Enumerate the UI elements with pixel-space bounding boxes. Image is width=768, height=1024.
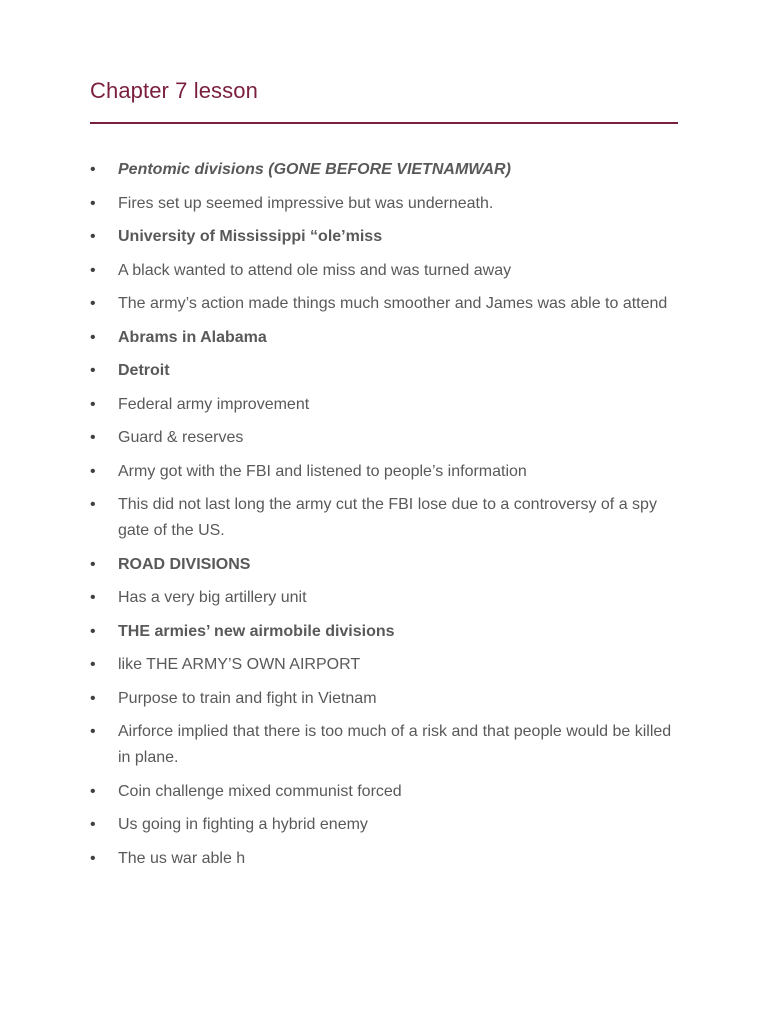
list-item [90,291,678,317]
list-item [90,157,678,183]
list-item-text: Us going in fighting a hybrid enemy [118,816,368,833]
list-item [90,492,678,544]
list-item [90,686,678,712]
bullet-icon: • [90,228,96,245]
list-item [90,224,678,250]
bullet-icon: • [90,782,96,800]
bullet-list [90,157,678,879]
list-item [90,846,678,872]
bullet-icon: • [90,555,96,573]
list-item [90,652,678,678]
list-item-text: Airforce implied that there is too much of a risk and that people would be killed in plane. [118,723,672,766]
bullet-icon: • [90,622,96,640]
list-item-text: Army got with the FBI and listened to people’s information [118,462,527,480]
list-item [90,619,678,645]
bullet-icon: • [90,194,96,212]
list-item [90,459,678,485]
list-item [90,325,678,351]
bullet-icon: • [90,656,96,673]
title-underline-rule [90,122,678,124]
list-item [90,779,678,805]
list-item-text: Abrams in Alabama [118,328,267,346]
list-item-text: ROAD DIVISIONS [118,555,251,573]
list-item [90,358,678,384]
bullet-icon: • [90,849,96,867]
bullet-icon: • [90,816,96,833]
list-item-text: Detroit [118,362,170,379]
bullet-icon: • [90,462,96,480]
bullet-icon: • [90,161,96,178]
bullet-icon: • [90,362,96,379]
list-item-text: This did not last long the army cut the FBI lose due to a controversy of a spy gate of the US. [118,496,657,539]
list-item [90,812,678,838]
list-item-text: Coin challenge mixed communist forced [118,782,402,800]
bullet-icon: • [90,261,96,279]
list-item [90,585,678,611]
list-item-text: Pentomic divisions (GONE BEFORE VIETNAMWAR) [118,161,511,178]
list-item-text: like THE ARMY’S OWN AIRPORT [118,656,361,673]
list-item-text: Purpose to train and fight in Vietnam [118,689,377,707]
list-item [90,258,678,284]
list-item [90,552,678,578]
list-item-text: THE armies’ new airmobile divisions [118,622,395,640]
list-item-text: Federal army improvement [118,395,310,413]
bullet-icon: • [90,429,96,446]
list-item-text: The us war able h [118,849,246,867]
list-item-text: A black wanted to attend ole miss and was turned away [118,261,512,279]
bullet-icon: • [90,395,96,413]
list-item-text: Fires set up seemed impressive but was underneath. [118,194,494,212]
bullet-icon: • [90,689,96,707]
list-item-text: Has a very big artillery unit [118,589,307,606]
bullet-icon: • [90,723,96,740]
list-item [90,191,678,217]
list-item [90,392,678,418]
page-title: Chapter 7 lesson [90,78,258,103]
bullet-icon: • [90,328,96,346]
list-item-text: University of Mississippi “ole’miss [118,228,383,245]
list-item [90,719,678,771]
list-item-text: Guard & reserves [118,429,244,446]
list-item [90,425,678,451]
bullet-icon: • [90,496,96,513]
bullet-icon: • [90,589,96,606]
bullet-icon: • [90,295,96,312]
list-item-text: The army’s action made things much smoother and James was able to attend [118,295,668,312]
